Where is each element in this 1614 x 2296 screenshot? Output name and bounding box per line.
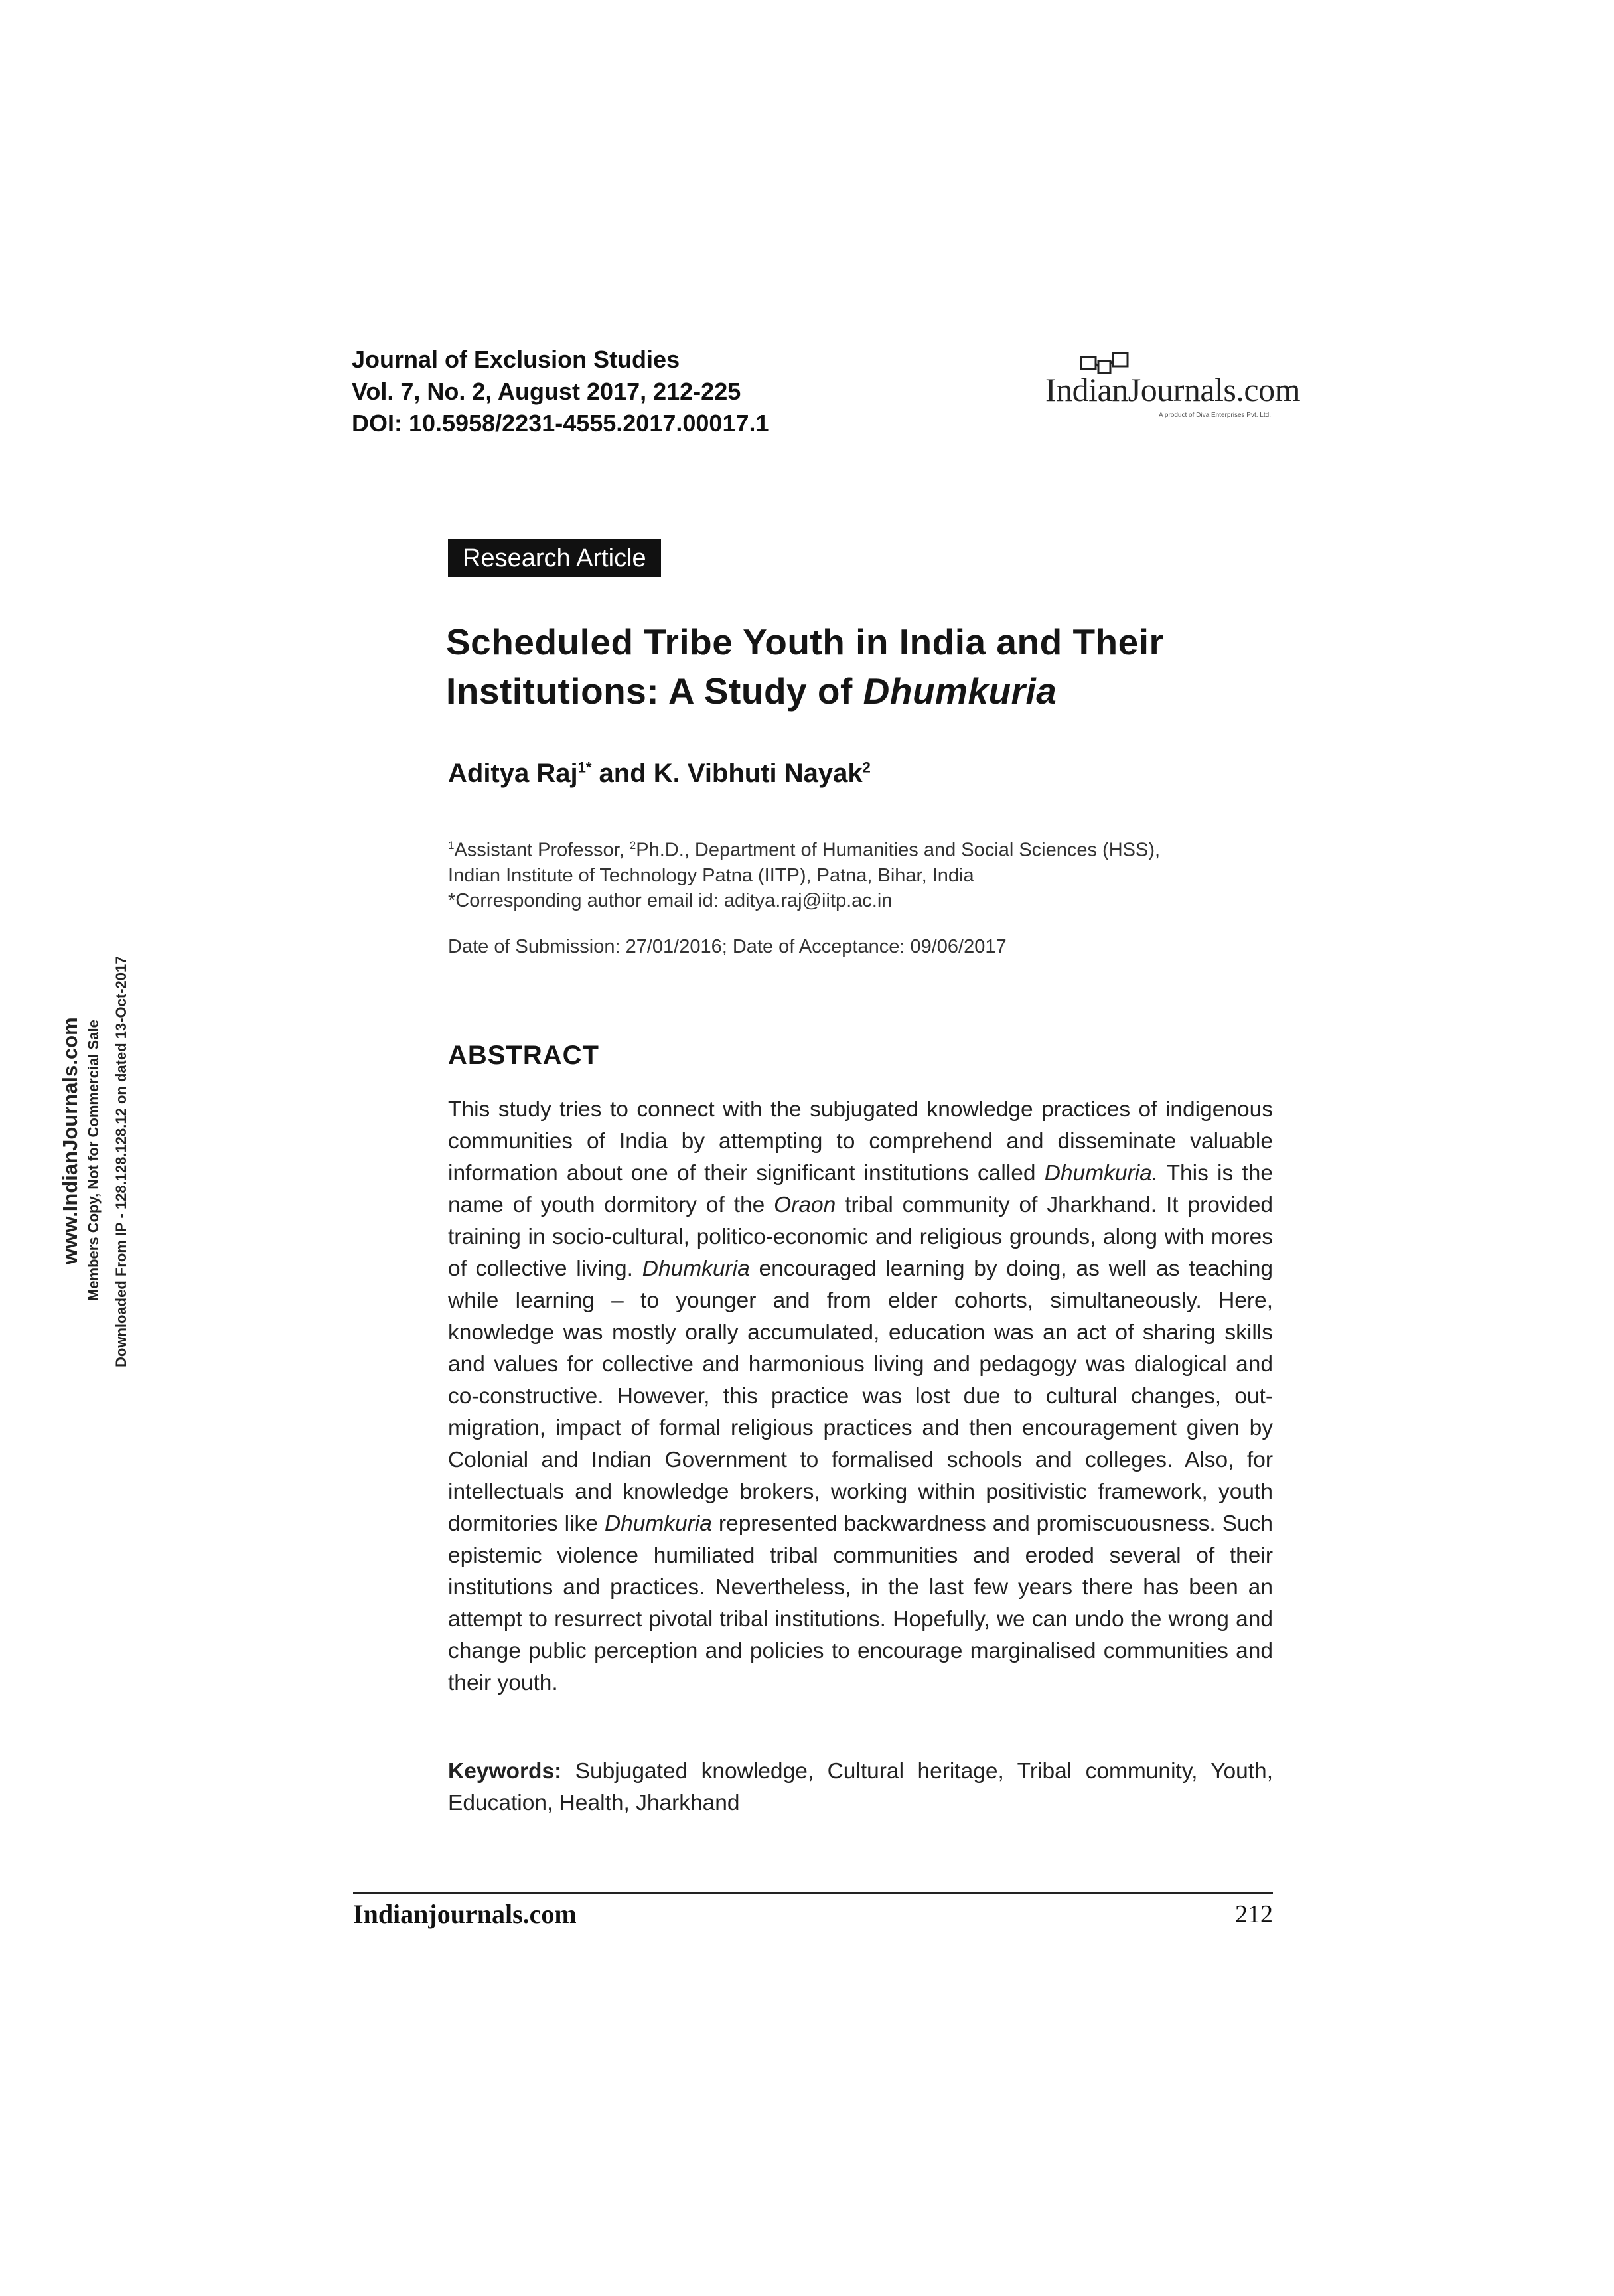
author-connector: and (591, 759, 654, 788)
affiliation-line-1: $^1$Assistant Professor, $^2$Ph.D., Department of Humanities and Social Sciences (HSS), (448, 839, 1161, 861)
title-italic: Dhumkuria (863, 670, 1057, 712)
author-list (448, 759, 871, 789)
abstract-heading: ABSTRACT (448, 1041, 599, 1070)
journal-volume: Vol. 7, No. 2, August 2017, 212-225 (352, 378, 741, 405)
author-2-marker: 2 (862, 759, 871, 776)
publisher-logo (1045, 352, 1300, 425)
keywords-label: Keywords: (448, 1759, 562, 1784)
keywords-text: Subjugated knowledge, Cultural heritage, Tribal community, Youth, Education, Health, Jharkhand (448, 1759, 1273, 1815)
side-watermark-copy: Members Copy, Not for Commercial Sale (85, 1020, 102, 1301)
affiliation-line-2: Indian Institute of Technology Patna (IITP), Patna, Bihar, India (448, 864, 974, 886)
logo-wordmark: IndianJournals.com (1045, 371, 1300, 408)
keywords (448, 1756, 1273, 1819)
author-1-marker: 1* (577, 759, 592, 776)
affiliation-block (448, 833, 1278, 913)
journal-doi: DOI: 10.5958/2231-4555.2017.00017.1 (352, 410, 769, 437)
footer-site-name: Indianjournals.com (353, 1899, 577, 1929)
submission-dates: Date of Submission: 27/01/2016; Date of Acceptance: 09/06/2017 (448, 936, 1007, 957)
journal-metadata (352, 344, 769, 439)
footer-divider (353, 1892, 1273, 1894)
page-number: 212 (1235, 1900, 1273, 1928)
title-line-2: Institutions: A Study of Dhumkuria (446, 670, 1057, 712)
title-line-1: Scheduled Tribe Youth in India and Their (446, 621, 1164, 662)
article-type-badge: Research Article (448, 539, 661, 577)
side-watermark-download: Downloaded From IP - 128.128.128.12 on dated 13-Oct-2017 (113, 956, 129, 1367)
side-watermark-site: www.IndianJournals.com (58, 1017, 82, 1264)
author-2: K. Vibhuti Nayak (653, 759, 863, 788)
journal-name: Journal of Exclusion Studies (352, 346, 680, 373)
logo-subtext: A product of Diva Enterprises Pvt. Ltd. (1159, 412, 1271, 419)
abstract-body: This study tries to connect with the subjugated knowledge practices of indigenous communities of India by attempting to comprehend and disseminate valuable information about one of their significant institutions called Dhumkuria. This is the name of youth dormitory of the Oraon tribal community of Jharkhand. It provided training in socio-cultural, politico-economic and religious grounds, along with mores of collective living. Dhumkuria encouraged learning by doing, as well as teaching while learning – to younger and from elder cohorts, simultaneously. Here, knowledge was mostly orally accumulated, education was an act of sharing skills and values for collective and harmonious living and pedagogy was dialogical and co-constructive. However, this practice was lost due to cultural changes, out-migration, impact of formal religious practices and then encouragement given by Colonial and Indian Government to formalised schools and colleges. Also, for intellectuals and knowledge brokers, working within positivistic framework, youth dormitories like Dhumkuria represented backwardness and promiscuousness. Such epistemic violence humiliated tribal communities and eroded several of their institutions and practices. Nevertheless, in the last few years there has been an attempt to resurrect pivotal tribal institutions. Hopefully, we can undo the wrong and change public perception and policies to encourage marginalised communities and their youth. (448, 1097, 1274, 1695)
article-title (446, 617, 1309, 716)
corresponding-author: *Corresponding author email id: aditya.raj@iitp.ac.in (448, 889, 893, 911)
author-1: Aditya Raj (448, 759, 578, 788)
